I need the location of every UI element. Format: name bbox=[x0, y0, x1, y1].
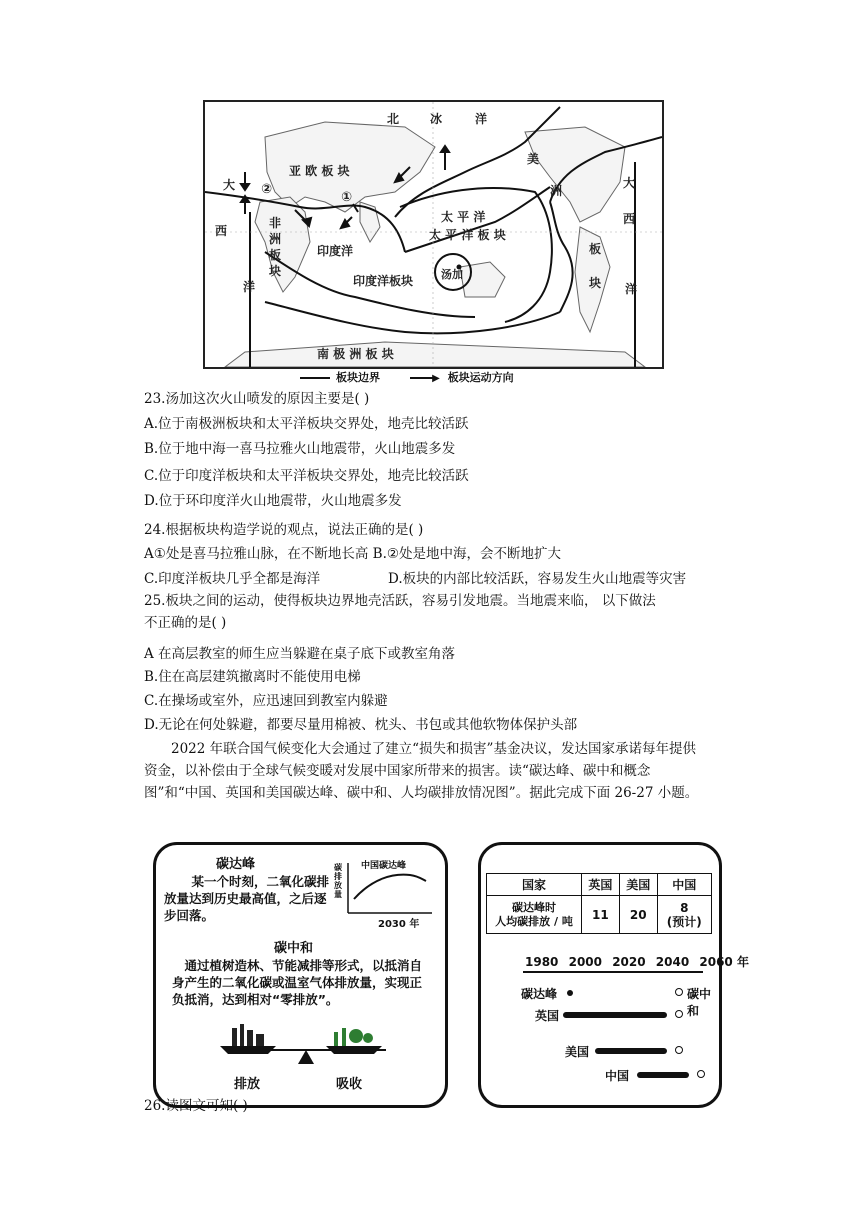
map-label-pacific-plate: 太 平 洋 板 块 bbox=[429, 228, 506, 242]
map-label-ocean-left: 洋 bbox=[243, 280, 256, 294]
map-label-indian-plate: 印度洋板块 bbox=[353, 274, 414, 288]
us-bar bbox=[595, 1048, 667, 1054]
balance-scale-icon bbox=[216, 1020, 396, 1070]
uk-bar bbox=[563, 1012, 667, 1018]
cn-neutral-dot bbox=[697, 1070, 705, 1078]
map-label-da-right: 大 bbox=[623, 176, 636, 190]
map-label-eurasian-plate: 亚 欧 板 块 bbox=[289, 164, 350, 178]
timeline-label-us: 美国 bbox=[565, 1045, 590, 1059]
map-label-da-left: 大 bbox=[223, 178, 236, 192]
country-comparison-box bbox=[478, 842, 749, 1108]
map-label-arctic-2: 冰 bbox=[430, 112, 443, 126]
map-label-africa-1: 非 bbox=[269, 216, 282, 230]
map-label-arctic-3: 洋 bbox=[475, 112, 488, 126]
map-marker-2: ② bbox=[261, 182, 273, 197]
legend-direction: 板块运动方向 bbox=[447, 371, 514, 384]
timeline-year-2060: 2060 年 bbox=[699, 955, 749, 969]
q23-stem: 23.汤加这次火山喷发的原因主要是( ) bbox=[144, 391, 370, 407]
map-label-africa-2: 洲 bbox=[269, 232, 282, 246]
timeline-axis bbox=[523, 971, 703, 973]
timeline-year-1980: 1980 bbox=[525, 955, 559, 969]
neutral-title: 碳中和 bbox=[274, 941, 314, 956]
legend-peak: 碳达峰 bbox=[521, 987, 558, 1001]
map-marker-1: ① bbox=[341, 190, 353, 205]
q24-option-ab: A①处是喜马拉雅山脉，在不断地长高 B.②处是地中海，会不断地扩大 bbox=[144, 546, 561, 562]
table-row-label-1: 碳达峰时 bbox=[512, 900, 556, 914]
map-label-ocean-right: 洋 bbox=[625, 282, 638, 296]
q25-option-d: D.无论在何处躲避，都要尽量用棉被、枕头、书包或其他软物体保护头部 bbox=[144, 717, 578, 733]
timeline-year-2020: 2020 bbox=[612, 955, 646, 969]
peak-chart-ylabel: 碳排放量 bbox=[334, 863, 342, 899]
motion-arrow-icon: ▶ bbox=[410, 377, 436, 379]
boundary-line-icon bbox=[300, 377, 330, 379]
peak-chart-xlabel: 2030 年 bbox=[378, 919, 420, 930]
map-label-west-right: 西 bbox=[623, 212, 636, 226]
timeline-years bbox=[525, 953, 749, 970]
peak-chart-curve-label: 中国碳达峰 bbox=[361, 861, 407, 871]
table-header-us: 美国 bbox=[619, 874, 657, 896]
table-header-cn: 中国 bbox=[657, 874, 711, 896]
table-header-uk: 英国 bbox=[582, 874, 620, 896]
table-row-label-2: 人均碳排放 / 吨 bbox=[495, 914, 573, 928]
table-cell-us: 20 bbox=[619, 896, 657, 934]
map-label-indian-ocean: 印度洋 bbox=[317, 244, 354, 258]
map-legend bbox=[300, 369, 514, 385]
q23-option-a: A.位于南极洲板块和太平洋板块交界处，地壳比较活跃 bbox=[144, 416, 469, 432]
plate-map bbox=[203, 100, 664, 369]
intro-paragraph: 2022 年联合国气候变化大会通过了建立“损失和损害”基金决议，发达国家承诺每年提供资金，以补偿由于全球气候变暖对发展中国家所带来的损害。读“碳达峰、碳中和概念图”和“中国、英国和美国碳达峰、碳中和、人均碳排放情况图”。据此完成下面 26-27 小题。 bbox=[144, 741, 699, 801]
q24-option-c: C.印度洋板块几乎全都是海洋 bbox=[144, 571, 321, 587]
q25-option-c: C.在操场或室外，应迅速回到教室内躲避 bbox=[144, 693, 388, 709]
us-neutral-dot bbox=[675, 1046, 683, 1054]
timeline-year-2040: 2040 bbox=[655, 955, 690, 969]
q26-stem: 26.读图文可知( ) bbox=[144, 1098, 248, 1114]
map-label-africa-3: 板 bbox=[269, 248, 282, 262]
table-row-label bbox=[487, 896, 582, 934]
q25-option-b: B.住在高层建筑撤离时不能使用电梯 bbox=[144, 669, 361, 685]
timeline-label-cn: 中国 bbox=[605, 1069, 630, 1083]
q23-option-d: D.位于环印度洋火山地震带，火山地震多发 bbox=[144, 493, 402, 509]
peak-title: 碳达峰 bbox=[216, 857, 256, 872]
cn-bar bbox=[637, 1072, 689, 1078]
table-cell-cn-value: 8 bbox=[680, 900, 689, 915]
table-cell-cn-note: (预计) bbox=[666, 914, 702, 929]
map-label-arctic-1: 北 bbox=[387, 112, 400, 126]
peak-dot-icon bbox=[567, 990, 573, 996]
map-label-west-left: 西 bbox=[215, 224, 228, 238]
map-label-america-2: 洲 bbox=[550, 184, 563, 198]
map-label-america-1: 美 bbox=[527, 152, 540, 166]
table-header-country: 国家 bbox=[487, 874, 582, 896]
emission-table bbox=[486, 873, 712, 934]
carbon-concept-box bbox=[153, 842, 448, 1108]
map-label-americas-plate-1: 板 bbox=[589, 242, 602, 256]
q25-stem-1: 25.板块之间的运动，使得板块边界地壳活跃，容易引发地震。当地震来临， 以下做法 bbox=[144, 593, 656, 609]
q23-option-c: C.位于印度洋板块和太平洋板块交界处，地壳比较活跃 bbox=[144, 468, 469, 484]
table-cell-uk: 11 bbox=[582, 896, 620, 934]
map-label-americas-plate-2: 块 bbox=[589, 276, 602, 290]
table-cell-cn bbox=[657, 896, 711, 934]
uk-neutral-dot bbox=[675, 1010, 683, 1018]
map-label-pacific-ocean: 太 平 洋 bbox=[441, 210, 486, 224]
q25-stem-2: 不正确的是( ) bbox=[144, 615, 227, 631]
timeline-year-2000: 2000 bbox=[568, 955, 602, 969]
neutral-dot-icon bbox=[675, 988, 683, 996]
q24-stem: 24.根据板块构造学说的观点，说法正确的是( ) bbox=[144, 522, 424, 538]
absorb-label: 吸收 bbox=[336, 1077, 363, 1092]
map-label-antarctic-plate: 南 极 洲 板 块 bbox=[317, 347, 394, 361]
legend-neutral: 碳中和 bbox=[687, 987, 712, 1018]
map-label-tonga: 汤加 bbox=[441, 268, 463, 281]
q25-option-a: A 在高层教室的师生应当躲避在桌子底下或教室角落 bbox=[144, 646, 456, 662]
map-label-africa-4: 块 bbox=[269, 264, 282, 278]
q23-option-b: B.位于地中海一喜马拉雅火山地震带，火山地震多发 bbox=[144, 441, 456, 457]
timeline-label-uk: 英国 bbox=[535, 1009, 560, 1023]
peak-text: 某一个时刻，二氧化碳排放量达到历史最高值，之后逐步回落。 bbox=[164, 874, 330, 923]
legend-boundary: 板块边界 bbox=[336, 371, 380, 384]
emit-label: 排放 bbox=[234, 1077, 261, 1092]
neutral-text: 通过植树造林、节能减排等形式，以抵消自身产生的二氧化碳或温室气体排放量，实现正负抵消，达到相对“零排放”。 bbox=[172, 958, 423, 1007]
q24-option-d: D.板块的内部比较活跃，容易发生火山地震等灾害 bbox=[388, 571, 687, 587]
